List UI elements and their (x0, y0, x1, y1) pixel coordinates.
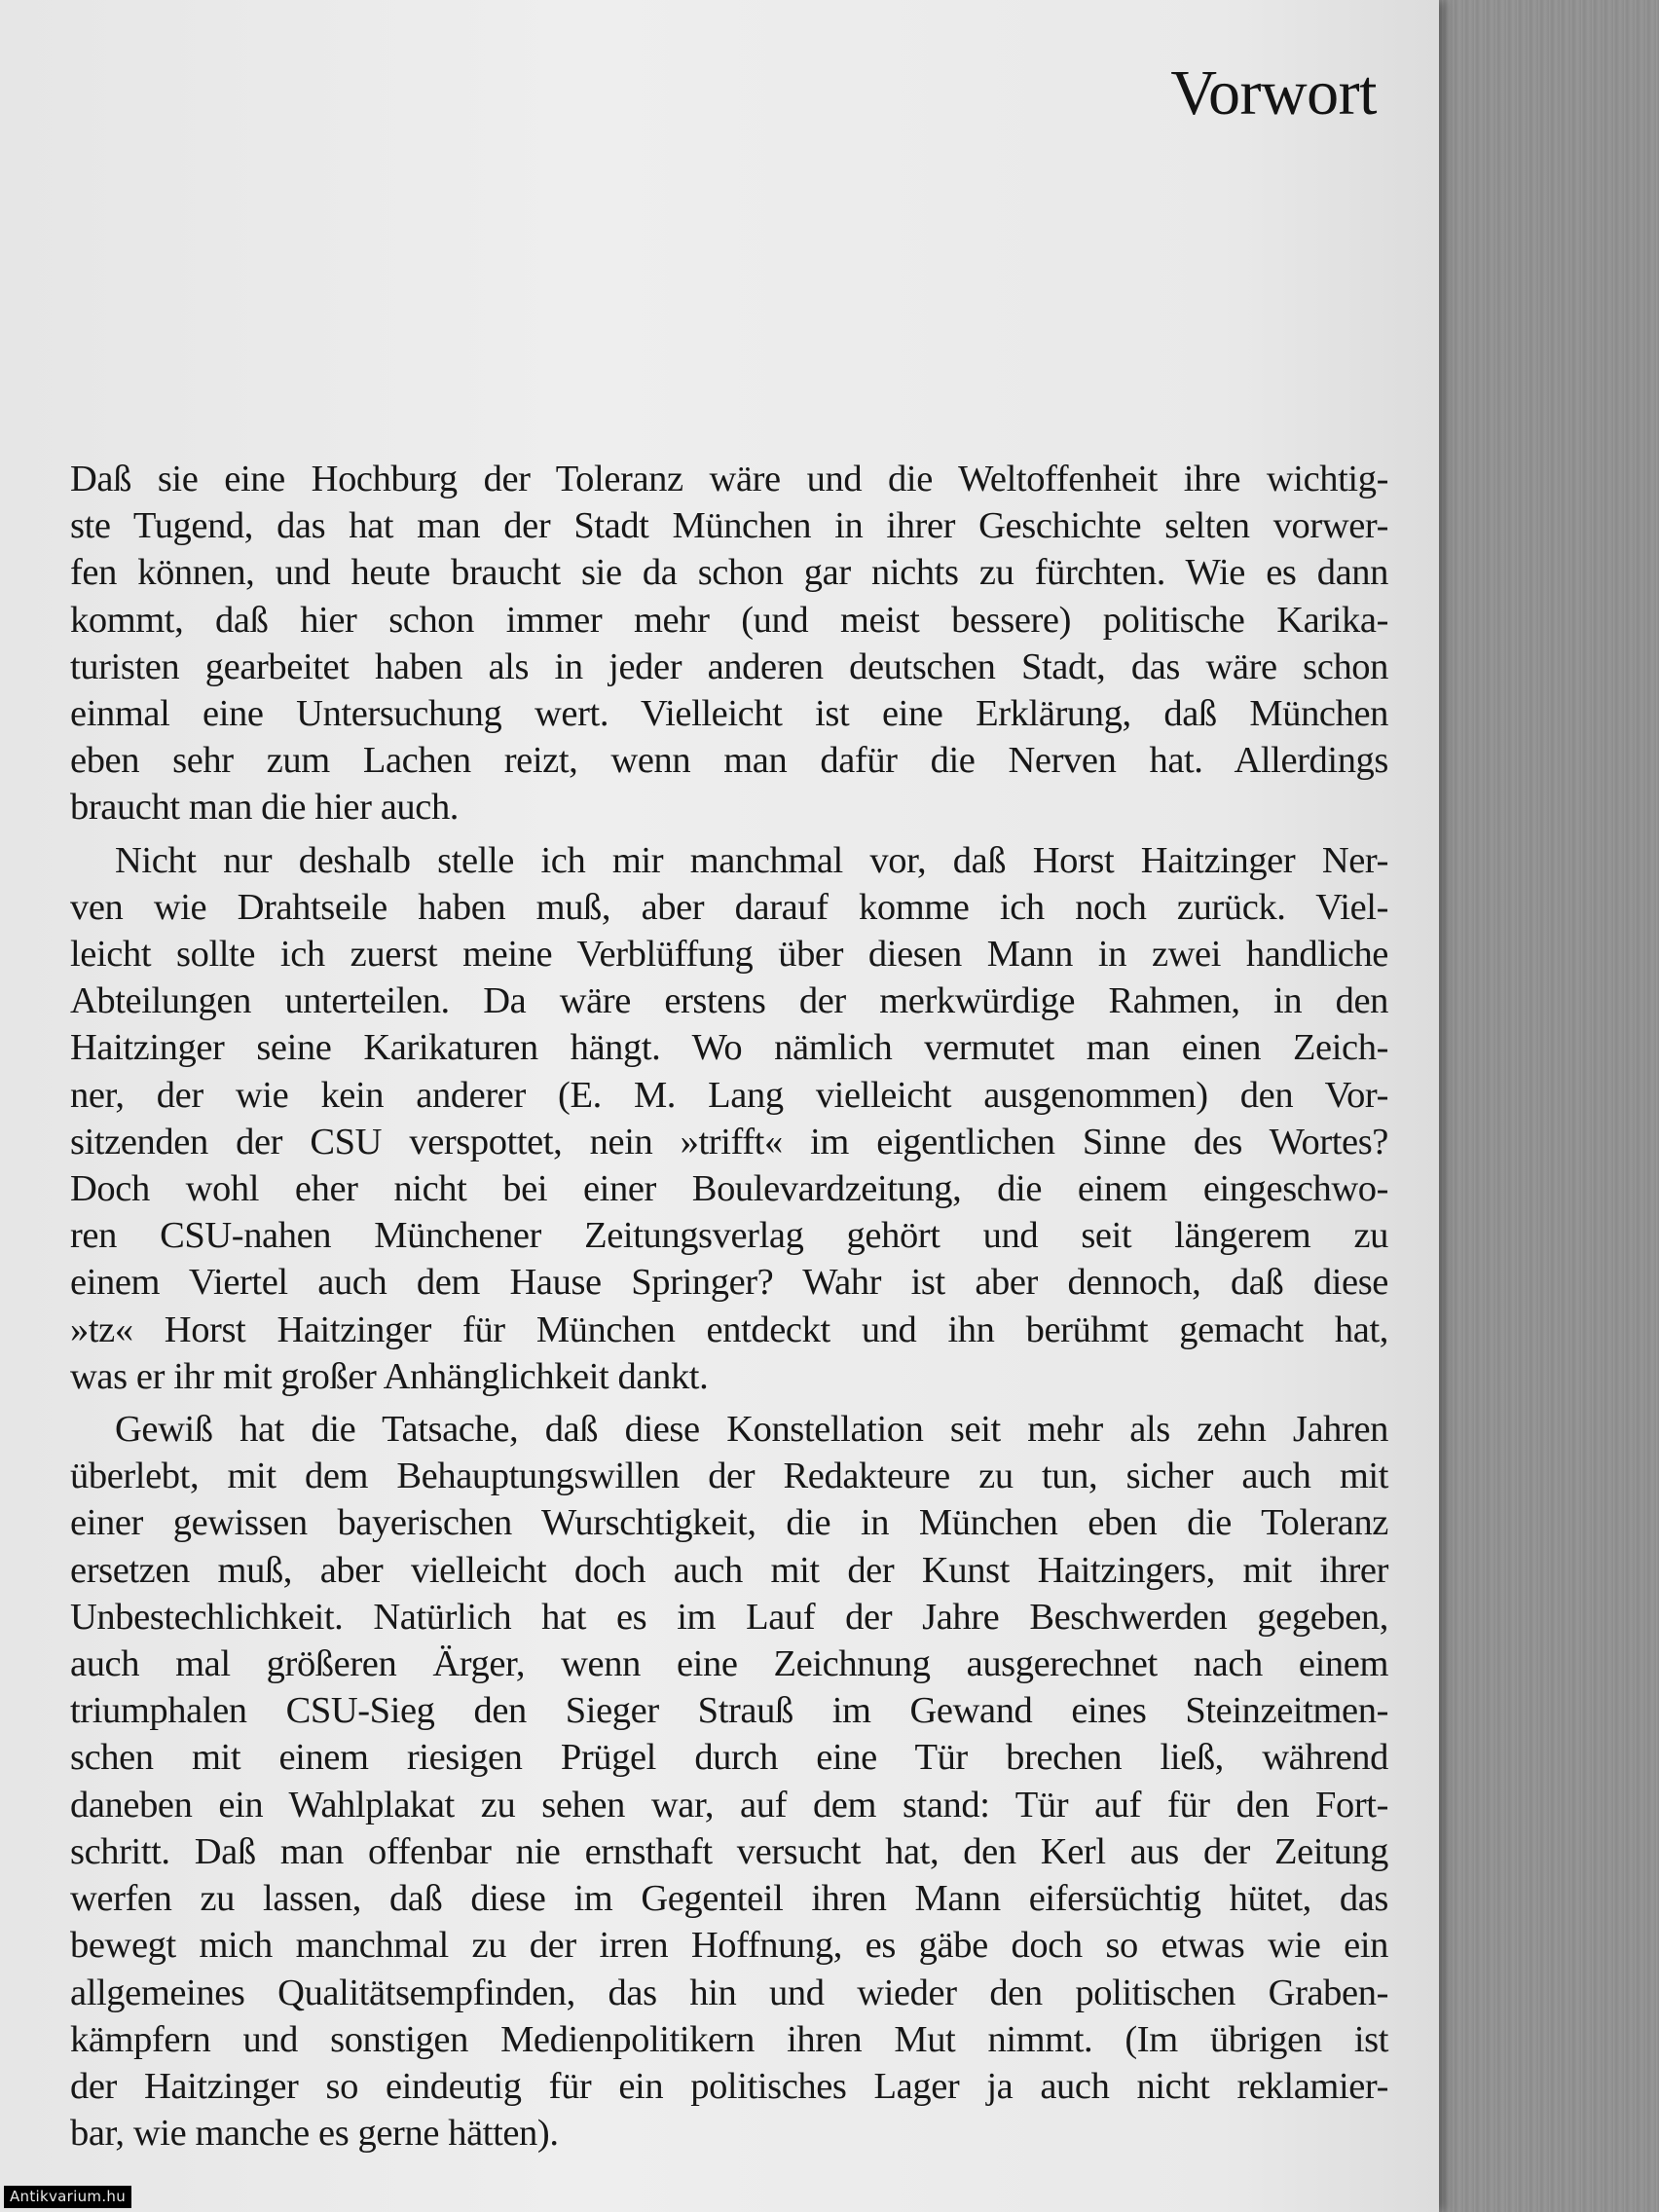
text-line: ven wie Drahtseile haben muß, aber darauf komme ich noch zurück. Viel- (70, 886, 1388, 928)
text-line: kommt, daß hier schon immer mehr (und meist bessere) politische Karika- (70, 599, 1388, 641)
paragraph-3 (70, 1406, 1388, 2157)
text-line: Daß sie eine Hochburg der Toleranz wäre und die Weltoffenheit ihre wichtig- (70, 459, 1388, 499)
text-line: einer gewissen bayerischen Wurschtigkeit, die in München eben die Toleranz (70, 1502, 1388, 1544)
page-title: Vorwort (1170, 57, 1377, 129)
text-line: ste Tugend, das hat man der Stadt München in ihrer Geschichte selten vorwer- (70, 505, 1388, 547)
text-line: eben sehr zum Lachen reizt, wenn man dafür die Nerven hat. Allerdings (70, 740, 1388, 782)
text-line: schen mit einem riesigen Prügel durch eine Tür brechen ließ, während (70, 1737, 1388, 1779)
text-line: turisten gearbeitet haben als in jeder anderen deutschen Stadt, das wäre schon (70, 645, 1388, 687)
text-line: ersetzen muß, aber vielleicht doch auch mit der Kunst Haitzingers, mit ihrer (70, 1549, 1388, 1591)
watermark-label: Antikvarium.hu (4, 2186, 131, 2208)
text-line: auch mal größeren Ärger, wenn eine Zeichnung ausgerechnet nach einem (70, 1643, 1388, 1685)
body-text (70, 456, 1388, 2162)
background-right (1431, 0, 1659, 2212)
text-line: werfen zu lassen, daß diese im Gegenteil ihren Mann eifersüchtig hütet, das (70, 1878, 1388, 1920)
text-line: Unbestechlichkeit. Natürlich hat es im Lauf der Jahre Beschwerden gegeben, (70, 1596, 1388, 1638)
text-line: ren CSU-nahen Münchener Zeitungsverlag gehört und seit längerem zu (70, 1215, 1388, 1257)
text-line: Doch wohl eher nicht bei einer Boulevardzeitung, die einem eingeschwo- (70, 1168, 1388, 1210)
text-line: Nicht nur deshalb stelle ich mir manchmal vor, daß Horst Haitzinger Ner- (115, 839, 1388, 881)
text-line: Gewiß hat die Tatsache, daß diese Konstellation seit mehr als zehn Jahren (115, 1409, 1388, 1451)
text-line: bewegt mich manchmal zu der irren Hoffnung, es gäbe doch so etwas wie ein (70, 1925, 1388, 1967)
text-line: sitzenden der CSU verspottet, nein »trifft« im eigentlichen Sinne des Wortes? (70, 1121, 1388, 1162)
text-line: was er ihr mit großer Anhänglichkeit dankt. (70, 1355, 709, 1397)
text-line: daneben ein Wahlplakat zu sehen war, auf dem stand: Tür auf für den Fort- (70, 1784, 1388, 1825)
text-line: kämpfern und sonstigen Medienpolitikern ihren Mut nimmt. (Im übrigen ist (70, 2018, 1388, 2060)
text-line: Haitzinger seine Karikaturen hängt. Wo nämlich vermutet man einen Zeich- (70, 1027, 1388, 1069)
paragraph-1 (70, 456, 1388, 831)
text-line: braucht man die hier auch. (70, 787, 460, 829)
text-line: überlebt, mit dem Behauptungswillen der Redakteure zu tun, sicher auch mit (70, 1456, 1388, 1497)
paragraph-2 (70, 837, 1388, 1400)
text-line: leicht sollte ich zuerst meine Verblüffung über diesen Mann in zwei handliche (70, 934, 1388, 976)
text-line: einmal eine Untersuchung wert. Vielleicht ist eine Erklärung, daß München (70, 693, 1388, 735)
text-line: »tz« Horst Haitzinger für München entdeckt und ihn berühmt gemacht hat, (70, 1309, 1388, 1350)
text-line: ner, der wie kein anderer (E. M. Lang vielleicht ausgenommen) den Vor- (70, 1074, 1388, 1116)
text-line: fen können, und heute braucht sie da schon gar nichts zu fürchten. Wie es dann (70, 552, 1388, 594)
text-line: allgemeines Qualitätsempfinden, das hin und wieder den politischen Graben- (70, 1972, 1388, 2013)
text-line: einem Viertel auch dem Hause Springer? Wahr ist aber dennoch, daß diese (70, 1262, 1388, 1304)
text-line: triumphalen CSU-Sieg den Sieger Strauß im Gewand eines Steinzeitmen- (70, 1690, 1388, 1732)
text-line: Abteilungen unterteilen. Da wäre erstens der merkwürdige Rahmen, in den (70, 980, 1388, 1022)
text-line: schritt. Daß man offenbar nie ernsthaft versucht hat, den Kerl aus der Zeitung (70, 1830, 1388, 1872)
text-line: bar, wie manche es gerne hätten). (70, 2113, 559, 2155)
text-line: der Haitzinger so eindeutig für ein politisches Lager ja auch nicht reklamier- (70, 2065, 1388, 2107)
